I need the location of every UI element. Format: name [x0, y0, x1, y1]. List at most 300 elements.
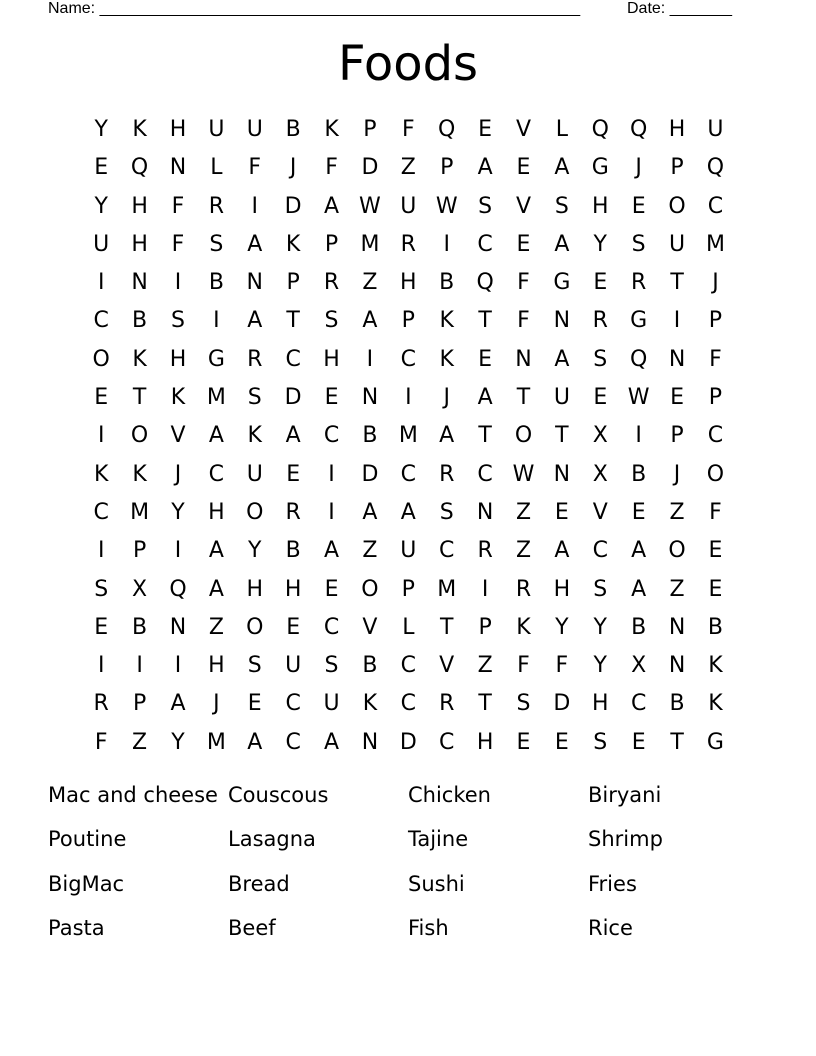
grid-letter: N — [668, 653, 686, 679]
grid-letter: H — [284, 576, 302, 602]
grid-row — [82, 494, 735, 532]
grid-letter: Y — [94, 193, 108, 219]
grid-letter: F — [248, 155, 262, 181]
grid-letter: M — [705, 231, 725, 257]
grid-letter: G — [706, 729, 724, 755]
grid-letter: C — [323, 614, 340, 640]
grid-letter: C — [400, 461, 416, 487]
grid-letter: F — [517, 270, 530, 296]
grid-letter: P — [670, 423, 684, 449]
grid-letter: K — [170, 385, 186, 411]
grid-letter: E — [286, 614, 301, 640]
grid-letter: K — [516, 614, 531, 640]
grid-letter: Z — [400, 155, 416, 181]
name-line: Name: ______________________________________________________ — [48, 0, 581, 17]
grid-letter: U — [246, 117, 263, 142]
grid-letter: P — [363, 117, 377, 142]
grid-letter: O — [361, 576, 379, 602]
grid-letter: K — [93, 461, 109, 487]
word-bank — [48, 778, 768, 955]
grid-letter: H — [169, 346, 187, 372]
grid-letter: N — [668, 346, 686, 372]
grid-letter: U — [323, 691, 340, 717]
grid-letter: E — [554, 729, 569, 755]
grid-letter: R — [323, 270, 340, 296]
date-line: Date: _______ — [627, 0, 732, 17]
page-title: Foods — [337, 36, 479, 92]
grid-letter: S — [247, 385, 262, 411]
grid-letter: A — [208, 423, 224, 449]
grid-letter: K — [285, 231, 301, 257]
grid-letter: R — [592, 308, 608, 334]
grid-letter: X — [592, 461, 608, 487]
grid-letter: B — [132, 308, 148, 334]
grid-letter: P — [440, 155, 454, 181]
grid-letter: T — [670, 270, 684, 296]
grid-letter: U — [669, 231, 686, 257]
grid-letter: F — [171, 231, 185, 257]
grid-row — [82, 647, 735, 685]
word-bank-item: Sushi — [408, 871, 465, 896]
grid-letter: Y — [171, 499, 185, 525]
word-bank-item: Fries — [588, 871, 637, 896]
grid-letter: H — [668, 117, 686, 142]
grid-letter: G — [591, 155, 609, 181]
word-bank-item: Pasta — [48, 915, 105, 940]
grid-letter: C — [285, 346, 301, 372]
grid-letter: S — [94, 576, 109, 602]
grid-letter: T — [478, 691, 492, 717]
grid-letter: I — [174, 538, 182, 564]
grid-row — [82, 532, 735, 570]
grid-letter: S — [209, 231, 224, 257]
grid-letter: W — [359, 193, 381, 219]
grid-letter: Z — [362, 270, 378, 296]
grid-letter: E — [631, 729, 646, 755]
grid-letter: Z — [669, 576, 685, 602]
grid-letter: J — [213, 691, 220, 717]
word-bank-item: Rice — [588, 915, 633, 940]
grid-letter: C — [707, 193, 724, 219]
grid-letter: E — [670, 385, 684, 411]
grid-letter: H — [208, 499, 225, 525]
grid-letter: G — [207, 346, 225, 372]
grid-letter: F — [709, 499, 722, 525]
grid-letter: C — [400, 653, 416, 679]
grid-row — [82, 417, 735, 455]
grid-letter: F — [325, 155, 338, 181]
grid-letter: O — [668, 538, 686, 564]
grid-letter: N — [131, 270, 148, 296]
grid-letter: C — [439, 538, 455, 564]
grid-letter: N — [668, 614, 686, 640]
grid-letter: J — [673, 461, 681, 487]
grid-letter: Y — [248, 538, 262, 564]
grid-letter: O — [706, 461, 725, 487]
grid-letter: H — [476, 729, 494, 755]
grid-letter: Y — [593, 653, 607, 679]
grid-letter: W — [627, 385, 650, 411]
grid-letter: A — [554, 538, 570, 564]
grid-letter: A — [247, 231, 263, 257]
grid-letter: I — [481, 576, 489, 602]
grid-letter: S — [478, 193, 493, 219]
grid-letter: A — [170, 691, 186, 717]
grid-letter: C — [323, 423, 340, 449]
grid-letter: J — [443, 385, 450, 411]
grid-letter: U — [400, 193, 417, 219]
grid-letter: I — [174, 270, 182, 296]
word-bank-item: Shrimp — [588, 827, 663, 852]
grid-letter: S — [324, 653, 339, 679]
grid-letter: K — [324, 117, 339, 142]
word-bank-item: Fish — [408, 915, 449, 940]
grid-letter: F — [517, 653, 530, 679]
grid-letter: Q — [476, 270, 494, 296]
grid-letter: S — [439, 499, 454, 525]
grid-letter: E — [94, 614, 109, 640]
grid-letter: M — [437, 576, 457, 602]
grid-letter: F — [517, 308, 530, 334]
grid-letter: P — [132, 538, 147, 564]
grid-letter: K — [439, 346, 454, 372]
grid-letter: H — [131, 231, 148, 257]
grid-letter: E — [631, 499, 646, 525]
grid-letter: L — [210, 155, 223, 181]
grid-letter: V — [592, 499, 608, 525]
grid-letter: V — [362, 614, 378, 640]
grid-letter: B — [631, 461, 647, 487]
grid-letter: V — [515, 117, 532, 142]
grid-letter: A — [324, 729, 340, 755]
grid-letter: S — [593, 729, 608, 755]
grid-letter: E — [516, 231, 531, 257]
grid-letter: M — [206, 385, 226, 411]
grid-letter: I — [405, 385, 412, 411]
grid-letter: H — [592, 691, 609, 717]
grid-letter: C — [285, 691, 301, 717]
grid-letter: W — [512, 461, 535, 487]
grid-letter: P — [478, 614, 492, 640]
grid-letter: A — [631, 538, 647, 564]
grid-letter: G — [553, 270, 571, 296]
grid-letter: B — [285, 117, 301, 142]
grid-letter: Q — [130, 155, 149, 181]
grid-letter: A — [247, 308, 263, 334]
grid-letter: A — [208, 538, 224, 564]
grid-letter: N — [553, 461, 571, 487]
grid-letter: R — [400, 231, 416, 257]
grid-letter: E — [708, 538, 723, 564]
grid-letter: J — [289, 155, 297, 181]
grid-letter: S — [247, 653, 262, 679]
grid-letter: C — [592, 538, 608, 564]
grid-letter: Z — [515, 538, 532, 564]
grid-letter: D — [284, 385, 302, 411]
grid-letter: E — [247, 691, 262, 717]
grid-letter: M — [130, 499, 150, 525]
grid-letter: C — [208, 461, 225, 487]
grid-letter: N — [169, 614, 187, 640]
grid-letter: S — [554, 193, 569, 219]
grid-letter: H — [169, 117, 187, 142]
grid-letter: N — [361, 729, 379, 755]
grid-letter: C — [477, 461, 493, 487]
word-bank-item: Chicken — [408, 783, 491, 807]
grid-letter: T — [670, 729, 684, 755]
grid-letter: A — [554, 231, 570, 257]
grid-letter: B — [631, 614, 647, 640]
grid-letter: D — [399, 729, 417, 755]
grid-letter: C — [93, 499, 109, 525]
word-bank-item: BigMac — [48, 871, 125, 896]
grid-letter: T — [439, 614, 454, 640]
grid-letter: P — [324, 231, 339, 257]
grid-letter: H — [592, 193, 609, 219]
grid-letter: Z — [362, 538, 378, 564]
grid-letter: H — [208, 653, 225, 679]
grid-letter: P — [708, 308, 723, 334]
grid-letter: H — [400, 270, 417, 296]
grid-letter: U — [93, 231, 110, 257]
grid-letter: N — [169, 155, 187, 181]
grid-letter: I — [328, 499, 335, 525]
grid-row — [82, 226, 735, 264]
grid-letter: G — [630, 308, 648, 334]
grid-letter: J — [635, 155, 642, 181]
grid-letter: Y — [171, 729, 185, 755]
grid-letter: E — [708, 576, 723, 602]
grid-letter: F — [709, 346, 722, 372]
grid-letter: F — [555, 653, 569, 679]
grid-letter: N — [476, 499, 494, 525]
grid-letter: E — [593, 270, 608, 296]
grid-letter: A — [324, 538, 340, 564]
grid-row — [82, 111, 735, 149]
grid-letter: Q — [630, 346, 648, 372]
grid-letter: Q — [630, 117, 648, 142]
grid-letter: I — [97, 270, 105, 296]
grid-letter: Z — [669, 499, 685, 525]
grid-letter: T — [478, 423, 492, 449]
grid-letter: O — [514, 423, 533, 449]
grid-letter: E — [478, 117, 493, 142]
grid-letter: Y — [94, 117, 108, 142]
grid-letter: I — [174, 653, 182, 679]
grid-letter: Q — [591, 117, 609, 142]
letter-grid — [82, 111, 735, 762]
grid-letter: B — [439, 270, 455, 296]
grid-letter: A — [477, 385, 493, 411]
grid-letter: I — [97, 423, 105, 449]
grid-letter: A — [324, 193, 340, 219]
grid-letter: B — [669, 691, 685, 717]
grid-letter: C — [93, 308, 109, 334]
grid-letter: S — [631, 231, 646, 257]
grid-row — [82, 571, 735, 609]
grid-letter: H — [323, 346, 340, 372]
grid-letter: E — [324, 576, 339, 602]
grid-letter: B — [362, 653, 378, 679]
grid-letter: N — [553, 308, 571, 334]
grid-letter: E — [94, 385, 109, 411]
grid-row — [82, 188, 735, 226]
grid-letter: E — [554, 499, 569, 525]
grid-letter: A — [285, 423, 301, 449]
grid-letter: F — [401, 117, 415, 142]
grid-letter: M — [360, 231, 380, 257]
grid-letter: Y — [593, 231, 607, 257]
word-bank-item: Tajine — [408, 827, 469, 852]
grid-letter: T — [478, 308, 492, 334]
grid-letter: E — [593, 385, 608, 411]
grid-letter: O — [668, 193, 686, 219]
grid-letter: P — [401, 576, 415, 602]
word-bank-item: Poutine — [48, 827, 127, 852]
grid-letter: N — [246, 270, 263, 296]
grid-letter: Q — [438, 117, 456, 142]
grid-letter: Y — [593, 614, 607, 640]
grid-letter: I — [213, 308, 220, 334]
grid-letter: I — [673, 308, 681, 334]
grid-letter: D — [361, 155, 379, 181]
grid-letter: X — [592, 423, 608, 449]
grid-letter: K — [439, 308, 454, 334]
grid-letter: K — [132, 117, 147, 142]
grid-letter: E — [516, 729, 531, 755]
grid-letter: L — [555, 117, 569, 142]
grid-letter: R — [208, 193, 225, 219]
grid-letter: O — [130, 423, 149, 449]
grid-letter: F — [171, 193, 185, 219]
grid-letter: E — [94, 155, 109, 181]
grid-letter: B — [208, 270, 224, 296]
grid-letter: C — [477, 231, 493, 257]
grid-letter: A — [247, 729, 263, 755]
word-bank-item: Bread — [228, 871, 290, 896]
grid-letter: S — [593, 576, 608, 602]
grid-letter: K — [247, 423, 262, 449]
grid-letter: K — [362, 691, 378, 717]
grid-letter: T — [516, 385, 531, 411]
grid-letter: O — [246, 499, 264, 525]
grid-row — [82, 302, 735, 340]
grid-letter: U — [400, 538, 417, 564]
grid-letter: P — [132, 691, 147, 717]
grid-letter: Z — [208, 614, 224, 640]
grid-letter: A — [362, 308, 378, 334]
grid-letter: C — [400, 691, 416, 717]
word-bank-item: Mac and cheese — [48, 783, 218, 807]
grid-letter: D — [553, 691, 571, 717]
grid-letter: A — [400, 499, 416, 525]
grid-letter: A — [477, 155, 493, 181]
grid-letter: J — [712, 270, 719, 296]
grid-letter: P — [286, 270, 300, 296]
grid-letter: Q — [706, 155, 725, 181]
grid-letter: S — [170, 308, 185, 334]
grid-row — [82, 379, 735, 417]
grid-row — [82, 456, 735, 494]
grid-letter: H — [553, 576, 571, 602]
grid-letter: V — [170, 423, 186, 449]
grid-letter: B — [707, 614, 723, 640]
grid-letter: M — [206, 729, 226, 755]
grid-letter: S — [324, 308, 339, 334]
grid-row — [82, 341, 735, 379]
grid-letter: A — [208, 576, 224, 602]
grid-letter: J — [174, 461, 182, 487]
grid-letter: X — [132, 576, 148, 602]
word-bank-item: Couscous — [228, 783, 329, 807]
grid-letter: Q — [169, 576, 187, 602]
grid-letter: W — [435, 193, 458, 219]
grid-letter: I — [366, 346, 374, 372]
grid-letter: B — [285, 538, 301, 564]
grid-letter: I — [635, 423, 642, 449]
grid-row — [82, 685, 735, 723]
grid-letter: K — [132, 461, 147, 487]
grid-letter: C — [285, 729, 301, 755]
grid-letter: A — [439, 423, 455, 449]
grid-letter: K — [132, 346, 147, 372]
grid-letter: M — [398, 423, 418, 449]
grid-letter: R — [285, 499, 301, 525]
grid-letter: E — [478, 346, 493, 372]
grid-letter: S — [593, 346, 608, 372]
word-bank-item: Biryani — [588, 783, 662, 807]
grid-letter: U — [285, 653, 302, 679]
grid-letter: U — [553, 385, 570, 411]
grid-letter: R — [247, 346, 263, 372]
grid-letter: T — [555, 423, 569, 449]
grid-letter: O — [92, 346, 110, 372]
grid-letter: R — [439, 461, 455, 487]
grid-letter: Y — [555, 614, 569, 640]
grid-letter: F — [94, 729, 108, 755]
grid-row — [82, 264, 735, 302]
grid-letter: A — [554, 346, 570, 372]
grid-letter: T — [132, 385, 147, 411]
grid-letter: C — [439, 729, 455, 755]
grid-letter: D — [361, 461, 379, 487]
grid-row — [82, 609, 735, 647]
word-bank-item: Beef — [228, 915, 276, 940]
grid-letter: C — [707, 423, 724, 449]
grid-letter: S — [516, 691, 531, 717]
grid-letter: P — [670, 155, 684, 181]
grid-letter: A — [554, 155, 570, 181]
grid-letter: K — [708, 691, 723, 717]
grid-letter: I — [136, 653, 143, 679]
grid-letter: N — [515, 346, 532, 372]
grid-letter: Z — [515, 499, 532, 525]
grid-letter: E — [631, 193, 646, 219]
grid-letter: B — [362, 423, 378, 449]
grid-letter: C — [400, 346, 416, 372]
grid-letter: T — [286, 308, 300, 334]
grid-letter: I — [251, 193, 258, 219]
grid-letter: V — [515, 193, 532, 219]
grid-letter: O — [246, 614, 264, 640]
grid-letter: H — [246, 576, 264, 602]
grid-letter: A — [362, 499, 378, 525]
grid-letter: A — [631, 576, 647, 602]
grid-letter: N — [361, 385, 379, 411]
grid-letter: E — [324, 385, 339, 411]
grid-letter: C — [630, 691, 647, 717]
grid-letter: I — [97, 538, 105, 564]
